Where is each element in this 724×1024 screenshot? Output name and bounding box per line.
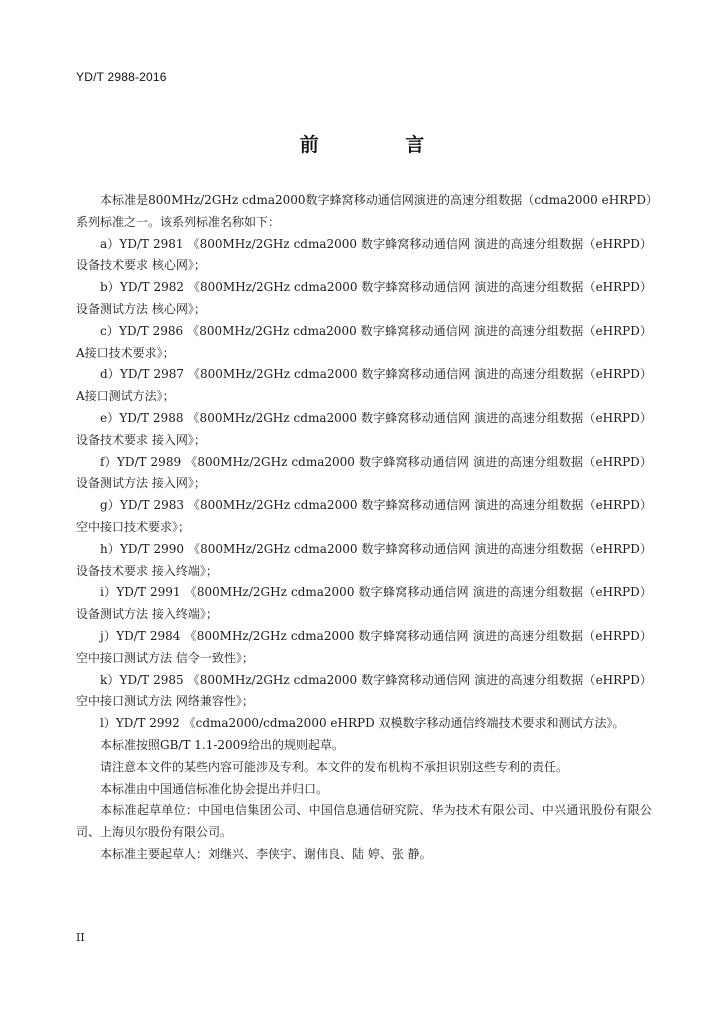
list-item: k）YD/T 2985 《800MHz/2GHz cdma2000 数字蜂窝移动通信网 演进的高速分组数据（eHRPD）空中接口测试方法 网络兼容性》；: [76, 672, 652, 709]
list-item: j）YD/T 2984 《800MHz/2GHz cdma2000 数字蜂窝移动通信网 演进的高速分组数据（eHRPD）空中接口测试方法 信令一致性》；: [76, 628, 652, 665]
paragraph-proposer: 本标准由中国通信标准化协会提出并归口。: [100, 781, 329, 796]
paragraph-drafting-units: 本标准起草单位：中国电信集团公司、中国信息通信研究院、华为技术有限公司、中兴通讯股份有限公司、上海贝尔股份有限公司。: [76, 803, 652, 840]
list-item: c）YD/T 2986 《800MHz/2GHz cdma2000 数字蜂窝移动通信网 演进的高速分组数据（eHRPD）A接口技术要求》；: [76, 323, 652, 360]
list-item: l）YD/T 2992 《cdma2000/cdma2000 eHRPD 双模数字移动通信终端技术要求和测试方法》。: [100, 716, 625, 731]
paragraph-drafting-rules: 本标准按照GB/T 1.1-2009给出的规则起草。: [100, 737, 344, 752]
page-title: 前 言: [299, 134, 465, 156]
page-number: II: [76, 931, 85, 944]
intro-paragraph: 本标准是800MHz/2GHz cdma2000数字蜂窝移动通信网演进的高速分组数据（cdma2000 eHRPD）系列标准之一。该系列标准名称如下：: [76, 193, 652, 229]
list-item: b）YD/T 2982 《800MHz/2GHz cdma2000 数字蜂窝移动通信网 演进的高速分组数据（eHRPD）设备测试方法 核心网》；: [76, 280, 652, 316]
paragraph-patent-notice: 请注意本文件的某些内容可能涉及专利。本文件的发布机构不承担识别这些专利的责任。: [100, 759, 569, 774]
document-number-header: YD/T 2988-2016: [76, 70, 167, 84]
document-body: [76, 190, 652, 866]
list-item: h）YD/T 2990 《800MHz/2GHz cdma2000 数字蜂窝移动通信网 演进的高速分组数据（eHRPD）设备技术要求 接入终端》；: [76, 541, 652, 578]
list-item: i）YD/T 2991 《800MHz/2GHz cdma2000 数字蜂窝移动通信网 演进的高速分组数据（eHRPD）设备测试方法 接入终端》；: [76, 585, 652, 622]
list-item: e）YD/T 2988 《800MHz/2GHz cdma2000 数字蜂窝移动通信网 演进的高速分组数据（eHRPD）设备技术要求 接入网》；: [76, 410, 652, 447]
list-item: a）YD/T 2981 《800MHz/2GHz cdma2000 数字蜂窝移动通信网 演进的高速分组数据（eHRPD）设备技术要求 核心网》；: [76, 236, 652, 273]
list-item: g）YD/T 2983 《800MHz/2GHz cdma2000 数字蜂窝移动通信网 演进的高速分组数据（eHRPD）空中接口技术要求》；: [76, 498, 652, 534]
list-item: d）YD/T 2987 《800MHz/2GHz cdma2000 数字蜂窝移动通信网 演进的高速分组数据（eHRPD）A接口测试方法》；: [76, 367, 652, 404]
list-item: f）YD/T 2989 《800MHz/2GHz cdma2000 数字蜂窝移动通信网 演进的高速分组数据（eHRPD）设备测试方法 接入网》；: [76, 454, 652, 491]
paragraph-drafters: 本标准主要起草人：刘继兴、李侠宇、谢伟良、陆 婷、张 静。: [100, 846, 432, 861]
